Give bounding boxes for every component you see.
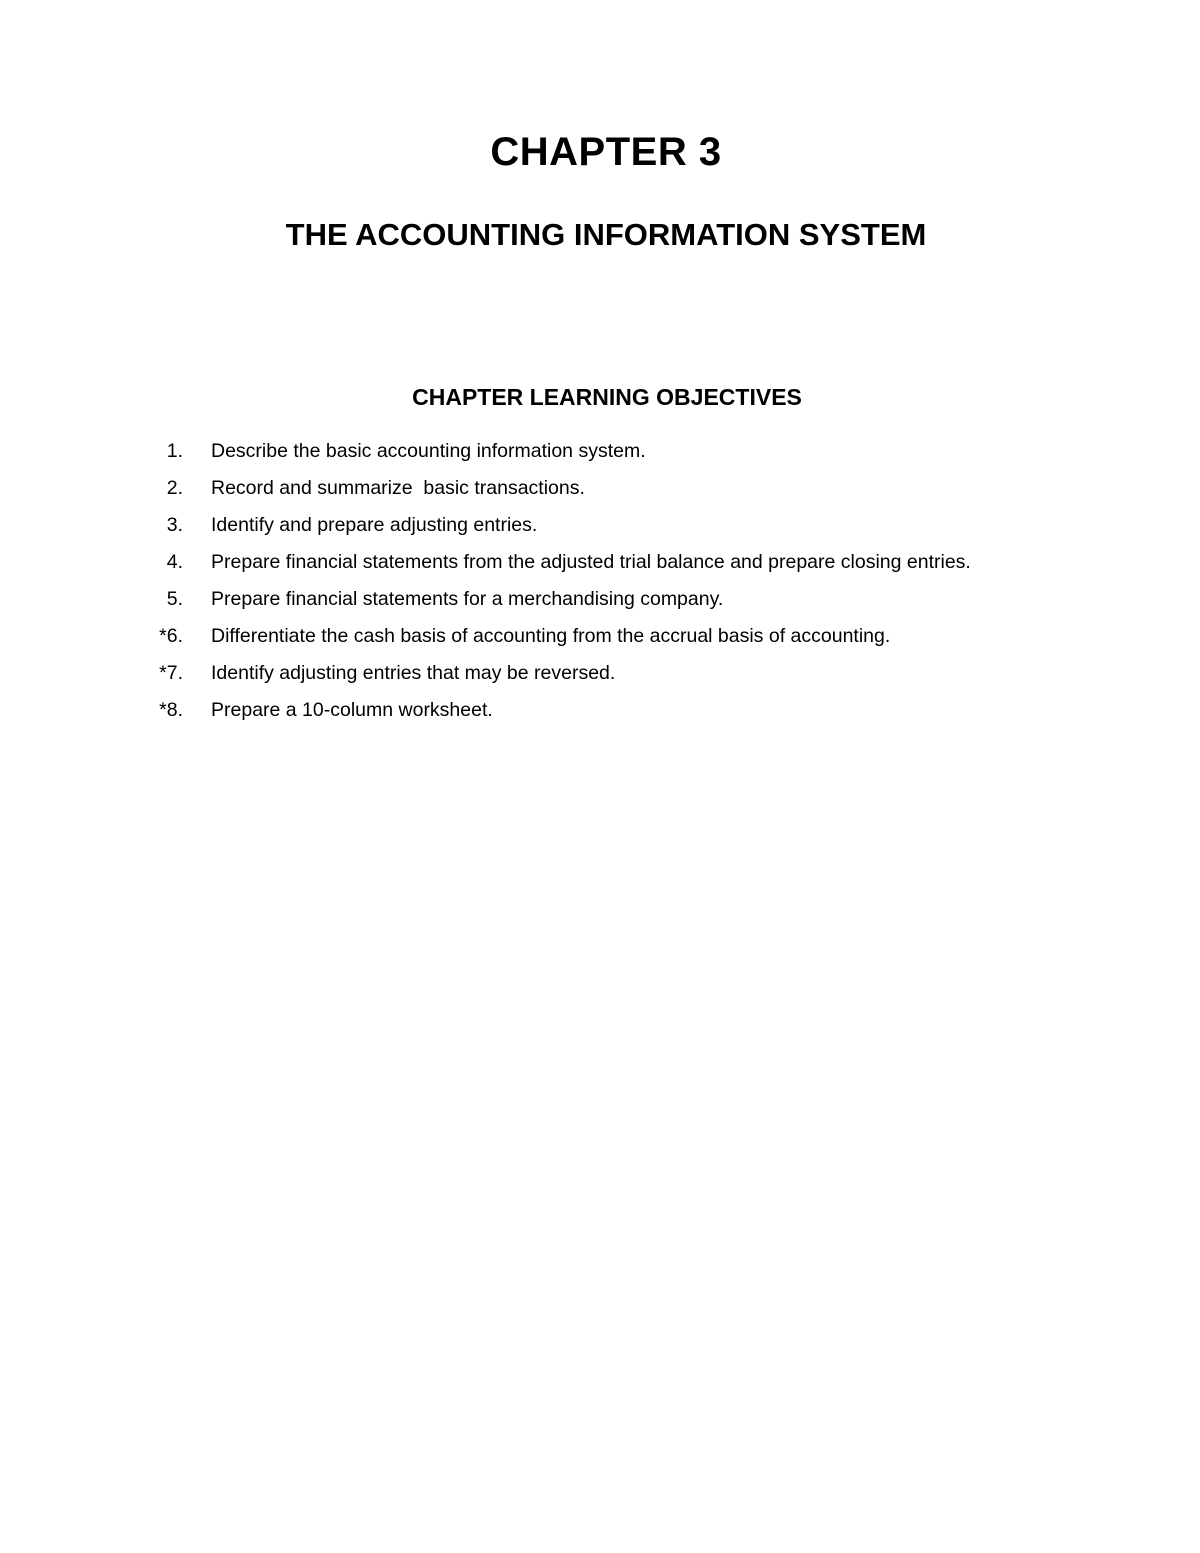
objective-item-7 <box>0 658 1200 695</box>
objective-number: *6. <box>159 625 183 647</box>
objective-item-5 <box>0 584 1200 621</box>
objective-number: 4. <box>166 551 183 573</box>
objective-text: Prepare a 10-column worksheet. <box>211 699 493 721</box>
objective-text: Identify adjusting entries that may be reversed. <box>211 662 616 684</box>
objective-text: Differentiate the cash basis of accounting from the accrual basis of accounting. <box>211 625 891 647</box>
objective-number: 3. <box>166 514 183 536</box>
objective-item-1 <box>0 436 1200 473</box>
objective-item-2 <box>0 473 1200 510</box>
objective-item-4 <box>0 547 1200 584</box>
objective-number: *7. <box>159 662 183 684</box>
objective-item-6 <box>0 621 1200 658</box>
objectives-heading: CHAPTER LEARNING OBJECTIVES <box>412 384 802 410</box>
objective-text: Prepare financial statements for a merchandising company. <box>211 588 724 610</box>
chapter-subtitle: THE ACCOUNTING INFORMATION SYSTEM <box>285 217 927 252</box>
objective-number: 2. <box>166 477 183 499</box>
objective-text: Record and summarize basic transactions. <box>211 477 585 499</box>
objective-number: 5. <box>166 588 183 610</box>
objectives-list <box>0 436 1200 732</box>
objective-number: 1. <box>166 440 183 462</box>
chapter-title: CHAPTER 3 <box>490 130 722 174</box>
objective-item-3 <box>0 510 1200 547</box>
objective-text: Describe the basic accounting information system. <box>211 440 646 462</box>
objective-number: *8. <box>159 699 183 721</box>
objective-text: Prepare financial statements from the adjusted trial balance and prepare closing entries. <box>211 551 971 573</box>
objective-text: Identify and prepare adjusting entries. <box>211 514 538 536</box>
objective-item-8 <box>0 695 1200 732</box>
